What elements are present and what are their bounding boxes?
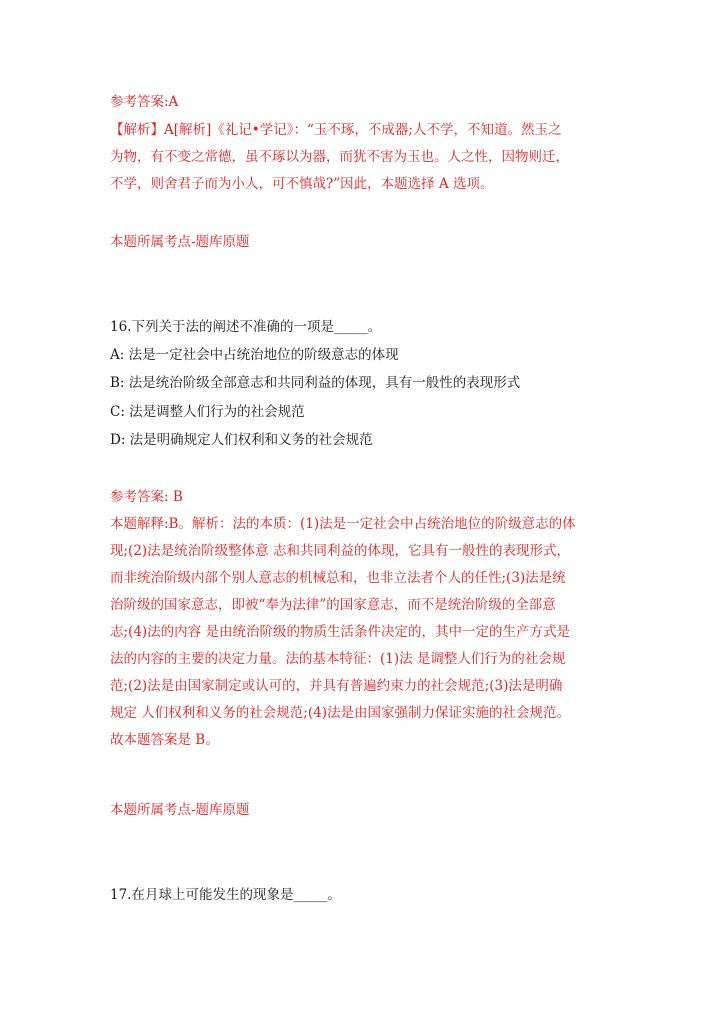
q16-analysis-line-1: 本题解释:B。解析：法的本质：(1)法是一定社会中占统治地位的阶级意志的体 xyxy=(110,516,576,532)
q16-analysis-line-5: 志;(4)法的内容 是由统治阶级的物质生活条件决定的，其中一定的生产方式是 xyxy=(110,624,570,640)
q16-analysis-line-6: 法的内容的主要的决定力量。法的基本特征：(1)法 是调整人们行为的社会规 xyxy=(110,651,566,667)
q16-option-d: D: 法是明确规定人们权利和义务的社会规范 xyxy=(110,432,373,448)
q16-answer: 参考答案: B xyxy=(110,489,183,505)
q16-analysis-line-7: 范;(2)法是由国家制定或认可的，并具有普遍约束力的社会规范;(3)法是明确 xyxy=(110,678,563,694)
q16-question: 16.下列关于法的阐述不准确的一项是_____。 xyxy=(110,319,382,335)
q16-analysis-line-3: 而非统治阶级内部个别人意志的机械总和，也非立法者个人的任性;(3)法是统 xyxy=(110,570,566,586)
q15-analysis-line-1: 【解析】A[解析]《礼记•学记》：“玉不琢，不成器;人不学，不知道。然玉之 xyxy=(110,122,562,138)
q16-source: 本题所属考点-题库原题 xyxy=(110,802,250,818)
q16-analysis-line-4: 治阶级的国家意志，即被“奉为法律”的国家意志，而不是统治阶级的全部意 xyxy=(110,597,556,613)
q16-option-b: B: 法是统治阶级全部意志和共同利益的体现，具有一般性的表现形式 xyxy=(110,375,521,391)
q16-analysis-line-9: 故本题答案是 B。 xyxy=(110,732,219,748)
q16-option-a: A: 法是一定社会中占统治地位的阶级意志的体现 xyxy=(110,347,399,363)
q15-analysis-line-3: 不学，则舍君子而为小人，可不慎哉?”因此，本题选择 A 选项。 xyxy=(110,176,494,192)
q15-analysis-line-2: 为物，有不变之常德，虽不琢以为器，而犹不害为玉也。人之性，因物则迁， xyxy=(110,149,569,165)
q16-option-c: C: 法是调整人们行为的社会规范 xyxy=(110,404,305,420)
q17-question: 17.在月球上可能发生的现象是_____。 xyxy=(110,887,341,903)
q15-source: 本题所属考点-题库原题 xyxy=(110,234,250,250)
q16-analysis-line-2: 现;(2)法是统治阶级整体意 志和共同利益的体现，它具有一般性的表现形式， xyxy=(110,543,570,559)
q16-analysis-line-8: 规定 人们权利和义务的社会规范;(4)法是由国家强制力保证实施的社会规范。 xyxy=(110,705,570,721)
q15-answer: 参考答案:A xyxy=(110,94,179,110)
